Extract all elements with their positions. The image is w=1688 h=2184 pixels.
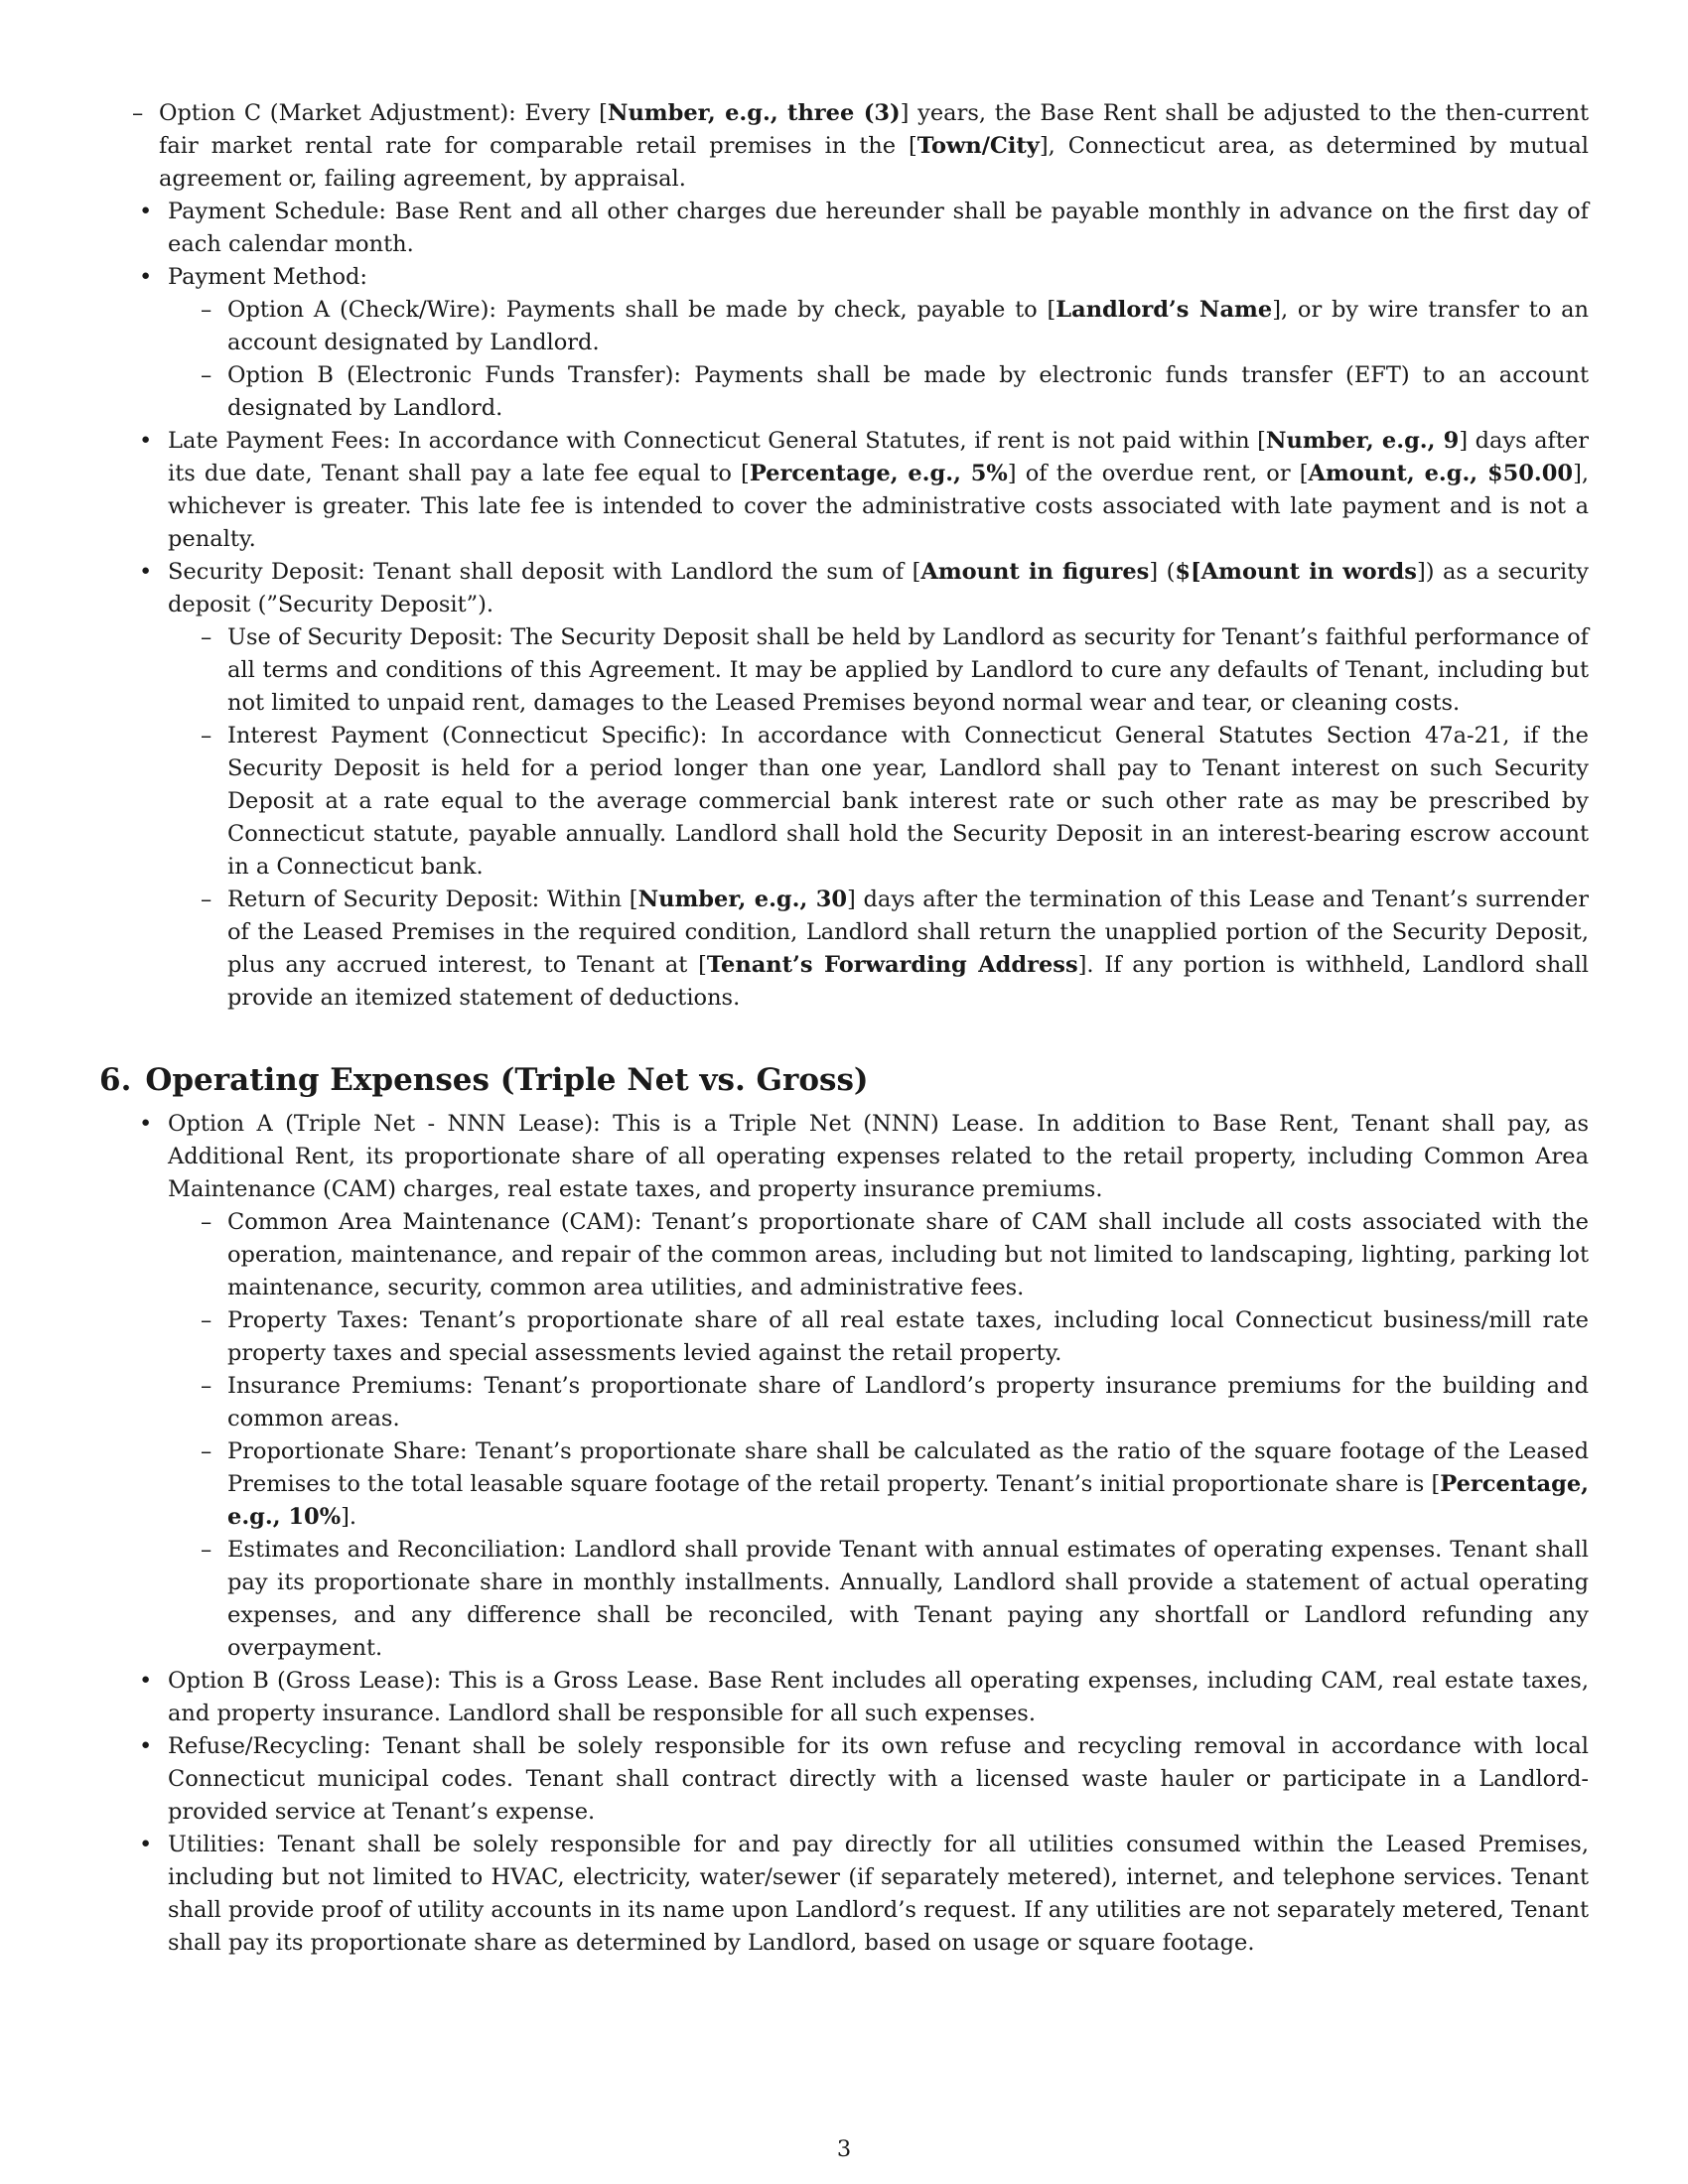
section-number: 6. [99,1062,132,1098]
sublist-item-estimates [168,1534,1589,1665]
page-content [99,97,1589,1960]
bullet-marker: • [139,264,153,290]
dash-marker: – [201,1307,212,1333]
section-heading [99,1060,1589,1100]
sublist-item-cam [168,1206,1589,1304]
cam-text: Common Area Maintenance (CAM): Tenant’s proportionate share of CAM shall include all costs associated with the operation, maintenance, and repair of the common areas, including but not limited to landscaping, lighting, parking lot maintenance, security, common area utilities, and administrative fees. [227,1209,1589,1300]
dash-marker: – [201,1438,212,1464]
option-a-text: Option A (Triple Net - NNN Lease): This is a Triple Net (NNN) Lease. In addition to Base Rent, Tenant shall pay, as Additional Rent, its proportionate share of all operating expenses related to the retail property, including Common Area Maintenance (CAM) charges, real estate taxes, and property insurance premiums. [168,1111,1589,1202]
security-deposit-text: Security Deposit: Tenant shall deposit with Landlord the sum of [Amount in figures] ($[Amount in words]) as a security deposit (”Security Deposit”). [168,559,1589,617]
bullet-marker: • [139,559,153,585]
list-item-refuse [99,1730,1589,1829]
list-item-option-a [99,1108,1589,1665]
payment-schedule-text: Payment Schedule: Base Rent and all other charges due hereunder shall be payable monthly in advance on the first day of each calendar month. [168,199,1589,257]
sublist [99,97,1589,196]
bullet-marker: • [139,1733,153,1759]
sublist [168,621,1589,1015]
placeholder-field: Percentage, e.g., 5% [749,461,1008,486]
bullet-marker: • [139,428,153,454]
deposit-interest-text: Interest Payment (Connecticut Specific): In accordance with Connecticut General Statutes Section 47a-21, if the Security Deposit is held for a period longer than one year, Landlord shall pay to Tenant interest on such Security Deposit at a rate equal to the average commercial bank interest rate or such other rate as may be prescribed by Connecticut statute, payable annually. Landlord shall hold the Security Deposit in an interest-bearing escrow account in a Connecticut bank. [227,723,1589,880]
placeholder-field: Tenant’s Forwarding Address [706,952,1078,978]
list-item-payment-schedule [99,196,1589,261]
proportionate-share-text: Proportionate Share: Tenant’s proportionate share shall be calculated as the ratio of the square footage of the Leased Premises to the total leasable square footage of the retail property. Tenant’s initial proportionate share is [Percentage, e.g., 10%]. [227,1438,1589,1530]
sublist-item-insurance [168,1370,1589,1435]
continued-list [99,97,1589,1015]
sublist-item-option-c [99,97,1589,196]
placeholder-field: Landlord’s Name [1055,297,1273,323]
dash-marker: – [201,362,212,388]
dash-marker: – [201,1209,212,1235]
sublist-item-payment-b [168,359,1589,425]
list-item-late-fees [99,425,1589,556]
option-b-text: Option B (Gross Lease): This is a Gross Lease. Base Rent includes all operating expenses, including CAM, real estate taxes, and property insurance. Landlord shall be responsible for all such expenses. [168,1668,1589,1726]
insurance-text: Insurance Premiums: Tenant’s proportionate share of Landlord’s property insurance premiums for the building and common areas. [227,1373,1589,1432]
dash-marker: – [201,1373,212,1399]
page-number: 3 [836,2136,852,2162]
late-fees-text: Late Payment Fees: In accordance with Connecticut General Statutes, if rent is not paid within [Number, e.g., 9] days after its due date, Tenant shall pay a late fee equal to [Percentage, e.g., 5%] of the overdue rent, or [Amount, e.g., $50.00], whichever is greater. This late fee is intended to cover the administrative costs associated with late payment and is not a penalty. [168,428,1590,552]
deposit-return-text: Return of Security Deposit: Within [Number, e.g., 30] days after the termination of this Lease and Tenant’s surrender of the Leased Premises in the required condition, Landlord shall return the unapplied portion of the Security Deposit, plus any accrued interest, to Tenant at [Tenant’s Forwarding Address]. If any portion is withheld, Landlord shall provide an itemized statement of deductions. [227,887,1590,1011]
dash-marker: – [201,723,212,749]
payment-method-b-text: Option B (Electronic Funds Transfer): Payments shall be made by electronic funds transfer (EFT) to an account designated by Landlord. [227,362,1589,421]
placeholder-field: Number, e.g., three (3) [607,100,901,126]
sublist-item-property-taxes [168,1304,1589,1370]
deposit-use-text: Use of Security Deposit: The Security Deposit shall be held by Landlord as security for Tenant’s faithful performance of all terms and conditions of this Agreement. It may be applied by Landlord to cure any defaults of Tenant, including but not limited to unpaid rent, damages to the Leased Premises beyond normal wear and tear, or cleaning costs. [227,624,1589,716]
payment-method-a-text: Option A (Check/Wire): Payments shall be made by check, payable to [Landlord’s Name], or by wire transfer to an account designated by Landlord. [227,297,1589,355]
bullet-marker: • [139,1832,153,1857]
section-list [99,1108,1589,1960]
dash-marker: – [132,100,144,126]
sublist-item-deposit-use [168,621,1589,720]
dash-marker: – [201,624,212,650]
sublist-item-payment-a [168,294,1589,359]
list-item-option-b [99,1665,1589,1730]
list-item-security-deposit [99,556,1589,1015]
placeholder-field: $[Amount in words [1175,559,1417,585]
option-c-text: Option C (Market Adjustment): Every [Number, e.g., three (3)] years, the Base Rent shall be adjusted to the then-current fair market rental rate for comparable retail premises in the [Town/City], Connecticut area, as determined by mutual agreement or, failing agreement, by appraisal. [159,100,1589,192]
payment-method-text: Payment Method: [168,264,368,290]
list-item-utilities [99,1829,1589,1960]
section-title: Operating Expenses (Triple Net vs. Gross) [145,1062,869,1098]
dash-marker: – [201,887,212,912]
placeholder-field: Number, e.g., 30 [637,887,848,912]
placeholder-field: Number, e.g., 9 [1265,428,1460,454]
bullet-marker: • [139,1111,153,1137]
dash-marker: – [201,297,212,323]
refuse-text: Refuse/Recycling: Tenant shall be solely responsible for its own refuse and recycling removal in accordance with local Connecticut municipal codes. Tenant shall contract directly with a licensed waste hauler or participate in a Landlord-provided service at Tenant’s expense. [168,1733,1589,1825]
sublist [168,1206,1589,1665]
estimates-text: Estimates and Reconciliation: Landlord shall provide Tenant with annual estimates of operating expenses. Tenant shall pay its proportionate share in monthly installments. Annually, Landlord shall provide a statement of actual operating expenses, and any difference shall be reconciled, with Tenant paying any shortfall or Landlord refunding any overpayment. [227,1537,1589,1661]
dash-marker: – [201,1537,212,1563]
list-item-payment-method [99,261,1589,425]
placeholder-field: Town/City [916,133,1040,159]
sublist-item-deposit-return [168,884,1589,1015]
utilities-text: Utilities: Tenant shall be solely responsible for and pay directly for all utilities consumed within the Leased Premises, including but not limited to HVAC, electricity, water/sewer (if separately metered), internet, and telephone services. Tenant shall provide proof of utility accounts in its name upon Landlord’s request. If any utilities are not separately metered, Tenant shall pay its proportionate share as determined by Landlord, based on usage or square footage. [168,1832,1589,1956]
bullet-marker: • [139,1668,153,1694]
placeholder-field: Amount, e.g., $50.00 [1308,461,1574,486]
sublist-item-proportionate-share [168,1435,1589,1534]
list-item-no-bullet [99,97,1589,196]
sublist-item-deposit-interest [168,720,1589,884]
property-taxes-text: Property Taxes: Tenant’s proportionate share of all real estate taxes, including local Connecticut business/mill rate property taxes and special assessments levied against the retail property. [227,1307,1589,1366]
placeholder-field: Amount in figures [920,559,1150,585]
placeholder-field: Percentage, e.g., 10% [227,1471,1589,1530]
bullet-marker: • [139,199,153,224]
sublist [168,294,1589,425]
